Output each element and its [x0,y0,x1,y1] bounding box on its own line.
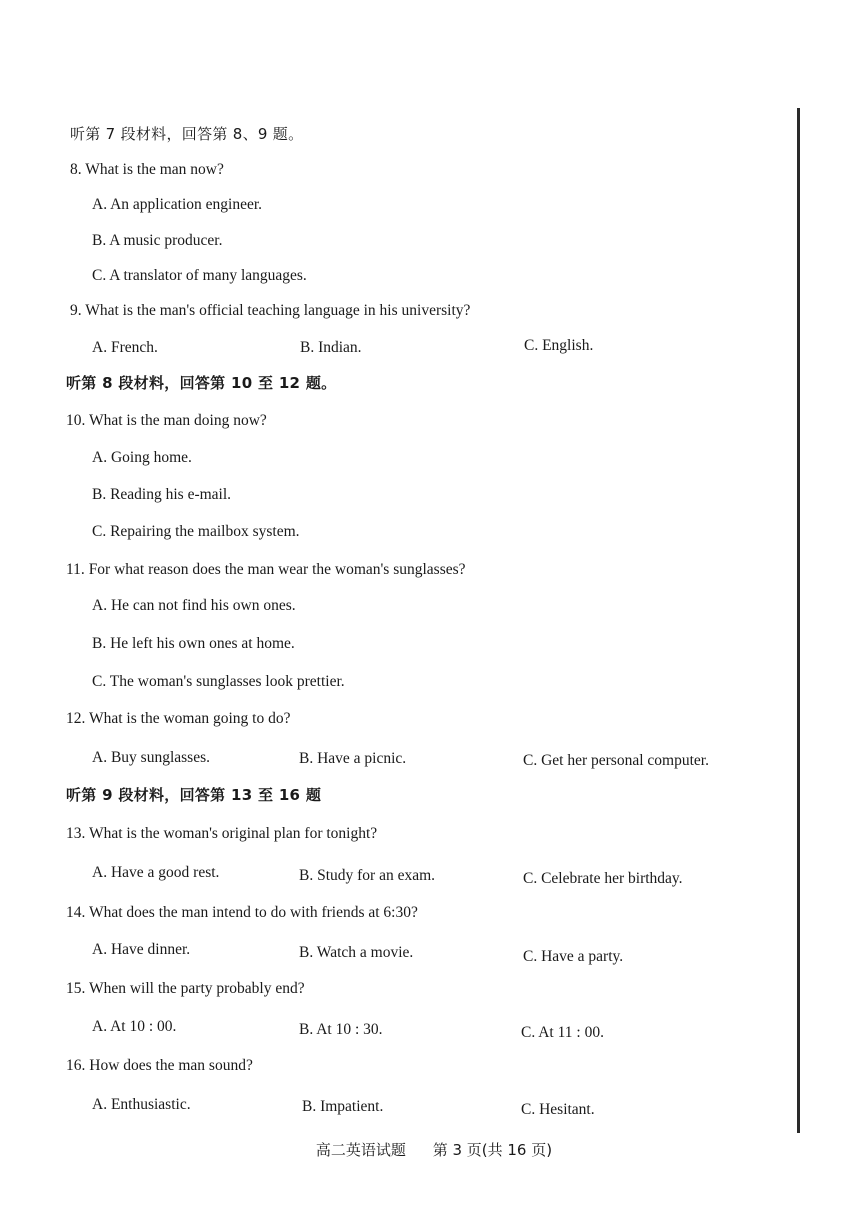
question-14 [66,903,418,923]
question-number: 11. [66,561,85,578]
option-c: C. Repairing the mailbox system. [92,523,300,540]
option-a: A. Have a good rest. [92,864,220,881]
question-stem: What is the man doing now? [88,412,267,429]
question-stem: What does the man intend to do with friends at 6:30? [88,904,418,921]
option-b: B. Study for an exam. [299,867,436,884]
question-stem: What is the woman's original plan for tonight? [88,825,378,842]
question-number: 14. [66,904,86,921]
question-number: 9. [70,302,82,319]
footer-page-number: 第 3 页(共 16 页) [432,1141,553,1159]
option-b: B. Have a picnic. [299,750,407,767]
question-number: 10. [66,412,86,429]
option-c: C. Celebrate her birthday. [523,870,683,887]
question-15 [66,979,305,999]
option-c: C. At 11 : 00. [521,1024,604,1041]
question-8 [70,160,224,180]
question-stem: What is the man's official teaching language in his university? [85,302,471,319]
footer-subject: 高二英语试题 [315,1141,406,1159]
question-stem: When will the party probably end? [88,980,305,997]
question-12 [66,709,290,729]
section-heading: 听第 9 段材料，回答第 13 至 16 题 [66,786,322,804]
option-a: A. At 10 : 00. [92,1018,177,1035]
option-a: A. Enthusiastic. [92,1096,191,1113]
question-number: 13. [66,825,86,842]
question-stem: What is the woman going to do? [88,710,291,727]
section-heading: 听第 7 段材料，回答第 8、9 题。 [70,125,304,143]
option-b: B. A music producer. [92,232,223,249]
question-number: 15. [66,980,86,997]
option-b: B. Indian. [300,339,362,356]
option-c: C. English. [524,337,594,354]
margin-rule [797,108,800,1133]
question-9 [70,301,470,321]
option-a: A. French. [92,339,158,356]
option-c: C. Hesitant. [521,1101,595,1118]
question-number: 8. [70,161,82,178]
question-stem: What is the man now? [85,161,224,178]
option-c: C. A translator of many languages. [92,267,307,284]
option-b: B. Watch a movie. [299,944,414,961]
option-c: C. Get her personal computer. [523,752,709,769]
option-c: C. Have a party. [523,948,624,965]
option-a: A. Have dinner. [92,941,191,958]
option-a: A. An application engineer. [92,196,263,213]
option-b: B. Reading his e-mail. [92,486,232,503]
question-16 [66,1056,253,1076]
page-footer [0,1139,868,1160]
option-a: A. He can not find his own ones. [92,597,296,614]
question-13 [66,824,377,844]
option-b: B. At 10 : 30. [299,1021,383,1038]
option-a: A. Going home. [92,449,192,466]
section-heading: 听第 8 段材料，回答第 10 至 12 题。 [66,374,337,392]
question-10 [66,411,267,431]
question-stem: For what reason does the man wear the woman's sunglasses? [88,561,466,578]
option-c: C. The woman's sunglasses look prettier. [92,673,345,690]
question-number: 16. [66,1057,86,1074]
question-number: 12. [66,710,86,727]
question-stem: How does the man sound? [89,1057,253,1074]
option-b: B. He left his own ones at home. [92,635,295,652]
option-a: A. Buy sunglasses. [92,749,210,766]
question-11 [66,560,466,580]
option-b: B. Impatient. [302,1098,384,1115]
